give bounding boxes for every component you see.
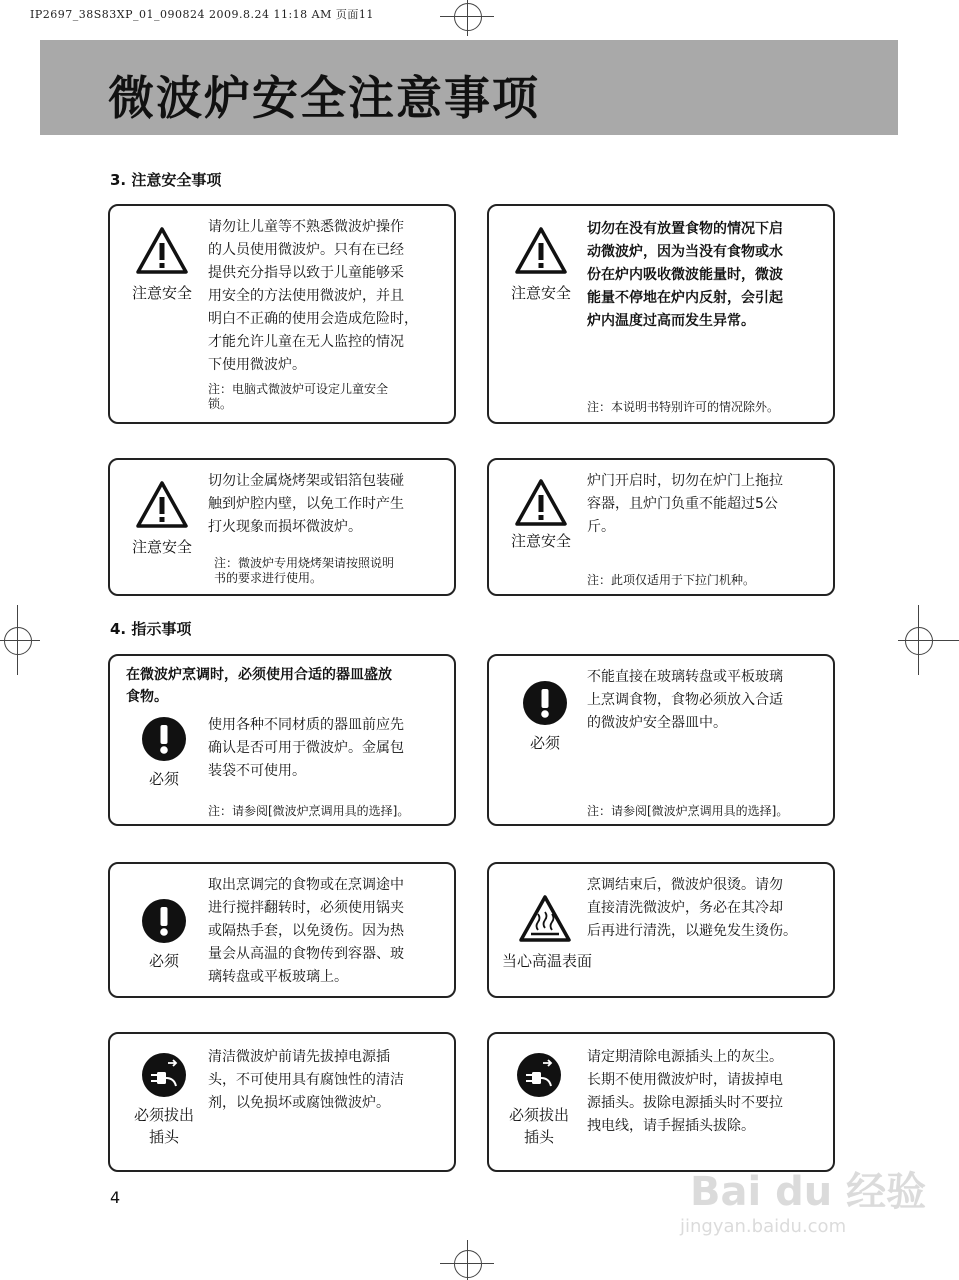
note-line: 注：此项仅适用于下拉门机种。 (587, 573, 756, 587)
watermark-brand: Bai du 经验 (690, 1169, 927, 1215)
body-line: 烹调结束后，微波炉很烫。请勿 (587, 877, 783, 893)
section-heading-safety: 3. 注意安全事项 (110, 171, 222, 189)
icon-label: 必须 (529, 734, 560, 752)
icon-label-line: 必须拔出 (508, 1106, 569, 1124)
warning-triangle-icon (122, 226, 202, 280)
note-line: 注：请参阅[微波炉烹调用具的选择]。 (208, 804, 410, 818)
mandatory-box-proper-container (108, 654, 456, 826)
note-line: 注：电脑式微波炉可设定儿童安全 (208, 382, 389, 396)
body-line: 清洁微波炉前请先拔掉电源插 (208, 1049, 390, 1065)
note-line: 书的要求进行使用。 (214, 571, 323, 585)
warning-triangle-icon (501, 478, 581, 532)
icon-label-line: 插头 (148, 1128, 179, 1146)
body-line: 使用各种不同材质的器皿前应先 (208, 717, 404, 733)
unplug-box-dust (487, 1032, 835, 1172)
body-line: 容器，且炉门负重不能超过5公 (587, 496, 778, 512)
body-line: 提供充分指导以致于儿童能够采 (208, 265, 404, 281)
lead-line: 在微波炉烹调时，必须使用合适的器皿盛放 (126, 667, 392, 683)
body-line: 或隔热手套，以免烫伤。因为热 (208, 923, 404, 939)
body-line: 装袋不可使用。 (208, 763, 306, 779)
body-line: 请定期清除电源插头上的灰尘。 (587, 1049, 783, 1065)
body-line: 能量不停地在炉内反射，会引起 (587, 290, 783, 306)
note-line: 注：本说明书特别许可的情况除外。 (587, 400, 780, 414)
note-line: 注：微波炉专用烧烤架请按照说明 (214, 556, 395, 570)
body-line: 不能直接在玻璃转盘或平板玻璃 (587, 669, 783, 685)
note-line: 锁。 (208, 397, 233, 411)
body-line: 拽电线，请手握插头拔除。 (587, 1118, 755, 1134)
mandatory-box-no-glass-cooking (487, 654, 835, 826)
icon-label: 注意安全 (510, 284, 571, 302)
unplug-icon (499, 1052, 579, 1102)
body-line: 切勿让金属烧烤架或铝箔包装碰 (208, 473, 404, 489)
body-line: 的人员使用微波炉。只有在已经 (208, 242, 404, 258)
icon-label-line: 必须拔出 (133, 1106, 194, 1124)
caution-box-empty-operation (487, 204, 835, 424)
print-header: IP2697_38S83XP_01_090824 2009.8.24 11:18 AM 页面11 (30, 8, 374, 21)
caution-box-children (108, 204, 456, 424)
body-line: 源插头。拔除电源插头时不要拉 (587, 1095, 783, 1111)
page-number: 4 (110, 1188, 121, 1207)
warning-triangle-icon (501, 226, 581, 280)
icon-label: 必须 (148, 952, 179, 970)
watermark-url: jingyan.baidu.com (680, 1216, 847, 1237)
note-line: 注：请参阅[微波炉烹调用具的选择]。 (587, 804, 789, 818)
body-line: 下使用微波炉。 (208, 357, 306, 373)
body-line: 才能允许儿童在无人监控的情况 (208, 334, 404, 350)
caution-box-metal-rack (108, 458, 456, 596)
lead-line: 食物。 (126, 689, 168, 705)
body-line: 炉门开启时，切勿在炉门上拖拉 (587, 473, 783, 489)
mandatory-exclamation-icon (505, 680, 585, 730)
baidu-watermark (680, 1160, 927, 1250)
hot-surface-icon (505, 894, 585, 948)
body-line: 份在炉内吸收微波能量时，微波 (587, 267, 783, 283)
page-title: 微波炉安全注意事项 (108, 71, 540, 125)
mandatory-box-oven-mitts (108, 862, 456, 998)
body-line: 长期不使用微波炉时，请拔掉电 (587, 1072, 783, 1088)
body-line: 的微波炉安全器皿中。 (587, 715, 727, 731)
icon-label: 当心高温表面 (501, 952, 592, 970)
body-line: 璃转盘或平板玻璃上。 (208, 969, 348, 985)
icon-label: 注意安全 (131, 538, 192, 556)
unplug-box-cleaning (108, 1032, 456, 1172)
body-line: 剂，以免损坏或腐蚀微波炉。 (208, 1095, 390, 1111)
warning-triangle-icon (122, 480, 202, 534)
caution-box-door-load (487, 458, 835, 596)
hot-surface-box (487, 862, 835, 998)
body-line: 炉内温度过高而发生异常。 (587, 313, 755, 329)
body-line: 切勿在没有放置食物的情况下启 (587, 221, 783, 237)
body-line: 动微波炉，因为当没有食物或水 (587, 244, 783, 260)
body-line: 确认是否可用于微波炉。金属包 (208, 740, 404, 756)
mandatory-exclamation-icon (124, 898, 204, 948)
body-line: 直接清洗微波炉，务必在其冷却 (587, 900, 783, 916)
mandatory-exclamation-icon (124, 716, 204, 766)
section-heading-instructions: 4. 指示事项 (110, 620, 192, 638)
body-line: 打火现象而损坏微波炉。 (208, 519, 362, 535)
body-line: 进行搅拌翻转时，必须使用锅夹 (208, 900, 404, 916)
body-line: 斤。 (587, 519, 615, 535)
icon-label: 必须 (148, 770, 179, 788)
body-line: 上烹调食物，食物必须放入合适 (587, 692, 783, 708)
body-line: 触到炉腔内壁，以免工作时产生 (208, 496, 404, 512)
body-line: 头，不可使用具有腐蚀性的清洁 (208, 1072, 404, 1088)
body-line: 取出烹调完的食物或在烹调途中 (208, 877, 404, 893)
body-line: 量会从高温的食物传到容器、玻 (208, 946, 404, 962)
body-line: 后再进行清洗，以避免发生烫伤。 (587, 923, 797, 939)
body-line: 请勿让儿童等不熟悉微波炉操作 (208, 219, 404, 235)
icon-label: 注意安全 (510, 532, 571, 550)
title-band (40, 40, 898, 135)
icon-label-line: 插头 (523, 1128, 554, 1146)
body-line: 用安全的方法使用微波炉，并且 (208, 288, 404, 304)
unplug-icon (124, 1052, 204, 1102)
icon-label: 注意安全 (131, 284, 192, 302)
body-line: 明白不正确的使用会造成危险时， (208, 311, 418, 327)
